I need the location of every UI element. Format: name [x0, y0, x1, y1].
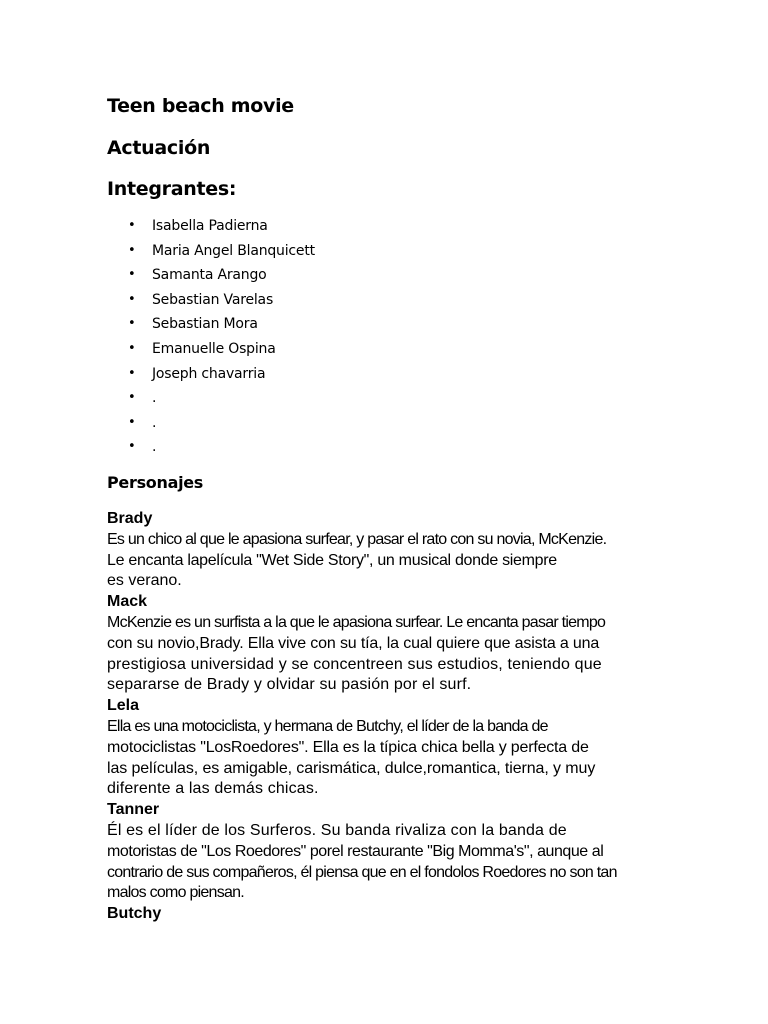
bullet-icon: •	[128, 390, 136, 406]
character-name: Tanner	[107, 801, 160, 819]
member-name: Isabella Padierna	[152, 218, 268, 234]
subject-heading: Actuación	[107, 137, 211, 159]
bullet-icon: •	[128, 267, 136, 283]
character-description-line: Él es el líder de los Surferos. Su banda rivaliza con la banda de	[107, 821, 567, 839]
character-description-line: Le encanta lapelícula "Wet Side Story", un musical donde siempre	[107, 551, 557, 569]
characters-heading: Personajes	[107, 473, 204, 492]
member-name: Samanta Arango	[152, 267, 267, 284]
character-description-line: con su novio,Brady. Ella vive con su tía, la cual quiere que asista a una	[107, 634, 600, 652]
character-description-line: malos como piensan.	[107, 884, 244, 902]
bullet-icon: •	[128, 414, 136, 430]
bullet-icon: •	[128, 218, 136, 233]
characters-section	[107, 509, 667, 925]
character-name: Lela	[107, 697, 140, 715]
character-description-line: Ella es una motociclista, y hermana de Butchy, el líder de la banda de	[107, 717, 548, 735]
bullet-icon: •	[128, 439, 136, 455]
character-description-line: las películas, es amigable, carismática, dulce,romantica, tierna, y muy	[107, 759, 596, 777]
member-name: .	[152, 414, 157, 431]
character-name: Mack	[107, 593, 148, 611]
character-name: Butchy	[107, 905, 162, 923]
members-heading: Integrantes:	[107, 178, 237, 200]
character-description-line: diferente a las demás chicas.	[107, 780, 319, 798]
character-description-line: separarse de Brady y olvidar su pasión por el surf.	[107, 676, 472, 694]
character-description-line: es verano.	[107, 572, 182, 590]
bullet-icon: •	[128, 365, 136, 381]
member-name: Sebastian Varelas	[152, 291, 274, 308]
member-name: Sebastian Mora	[152, 316, 258, 333]
member-name: .	[152, 390, 157, 407]
member-name: Maria Angel Blanquicett	[152, 242, 315, 259]
member-name: Emanuelle Ospina	[152, 340, 276, 357]
character-description-line: contrario de sus compañeros, él piensa que en el fondolos Roedores no son tan	[107, 863, 617, 881]
character-description-line: McKenzie es un surfista a la que le apasiona surfear. Le encanta pasar tiempo	[107, 613, 606, 631]
bullet-icon: •	[128, 340, 136, 356]
member-name: .	[152, 439, 157, 456]
bullet-icon: •	[128, 242, 136, 258]
character-description-line: Es un chico al que le apasiona surfear, y pasar el rato con su novia, McKenzie.	[107, 530, 607, 548]
character-description-line: motociclistas "LosRoedores". Ella es la típica chica bella y perfecta de	[107, 738, 589, 756]
member-name: Joseph chavarria	[152, 365, 266, 382]
bullet-icon: •	[128, 291, 136, 307]
document-title: Teen beach movie	[107, 95, 294, 117]
bullet-icon: •	[128, 316, 136, 332]
character-description-line: prestigiosa universidad y se concentreen sus estudios, teniendo que	[107, 655, 602, 673]
character-description-line: motoristas de "Los Roedores" porel restaurante "Big Momma's", aunque al	[107, 842, 604, 860]
character-name: Brady	[107, 510, 153, 527]
